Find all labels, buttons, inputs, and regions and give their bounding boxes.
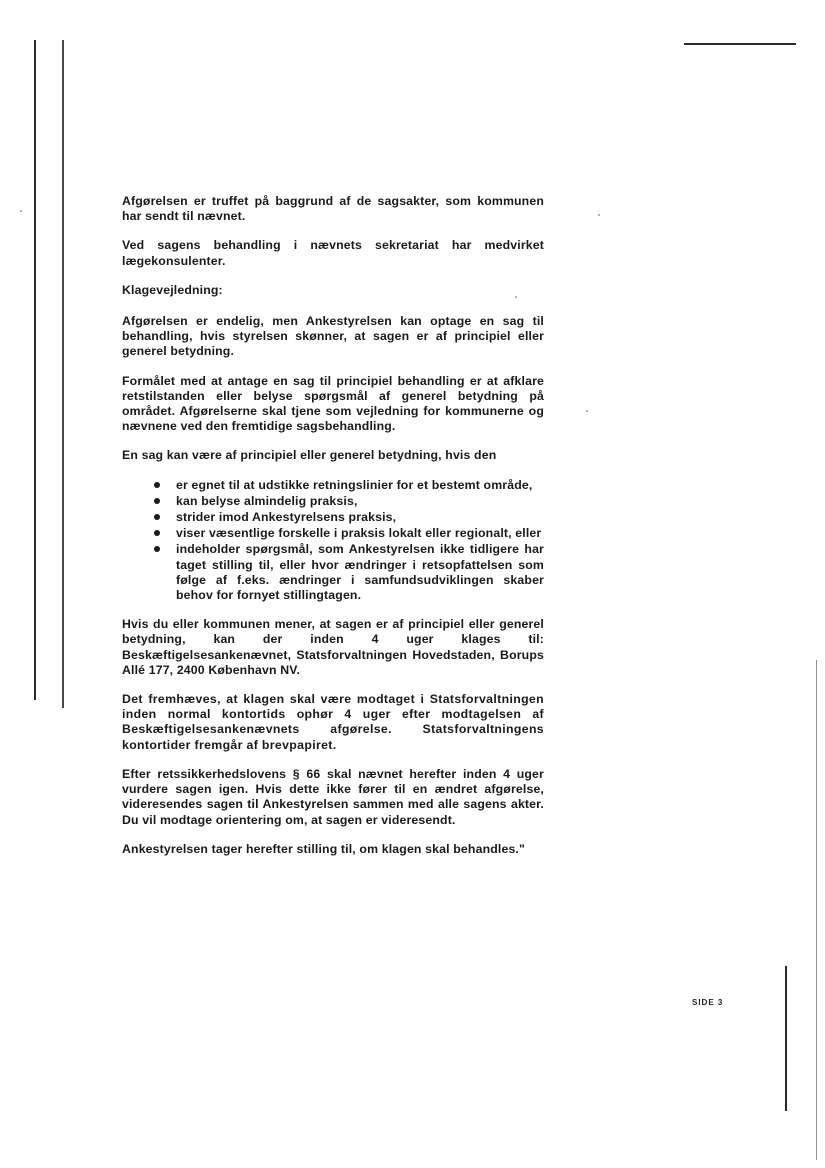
scan-speck <box>598 214 600 216</box>
criteria-list-item: viser væsentlige forskelle i praksis lokalt eller regionalt, eller <box>154 526 544 541</box>
scan-speck <box>586 410 588 412</box>
paragraph-medical-consultants: Ved sagens behandling i nævnets sekretariat har medvirket lægekonsulenter. <box>122 238 544 268</box>
scan-edge-line-far-right <box>816 660 817 1160</box>
paragraph-decision-basis: Afgørelsen er truffet på baggrund af de sagsakter, som kommunen har sendt til nævnet. <box>122 194 544 224</box>
scan-edge-line-right <box>785 966 787 1111</box>
bullet-icon <box>154 546 160 552</box>
criteria-list <box>122 478 544 604</box>
letter-body <box>122 194 544 871</box>
paragraph-final-decision: Afgørelsen er endelig, men Ankestyrelsen kan optage en sag til behandling, hvis styrelsen skønner, at sagen er af principiel eller generel betydning. <box>122 314 544 359</box>
criteria-list-item: strider imod Ankestyrelsens praksis, <box>154 510 544 525</box>
criteria-list-item: er egnet til at udstikke retningslinier for et bestemt område, <box>154 478 544 493</box>
bullet-icon <box>154 514 160 520</box>
bullet-icon <box>154 482 160 488</box>
criteria-list-item: indeholder spørgsmål, som Ankestyrelsen ikke tidligere har taget stilling til, eller hvor ændringer i retsopfattelsen som følge af f.eks. ændringer i samfundsudviklingen skaber behov for fornyet stillingtagen. <box>154 542 544 603</box>
heading-complaint-guidance: Klagevejledning: <box>122 282 223 297</box>
paragraph-closing: Ankestyrelsen tager herefter stilling til, om klagen skal behandles." <box>122 841 525 856</box>
criteria-list-item: kan belyse almindelig praksis, <box>154 494 544 509</box>
paragraph-reassessment: Efter retssikkerhedslovens § 66 skal nævnet herefter inden 4 uger vurdere sagen igen. Hvis dette ikke fører til en ændret afgørelse, videresendes sagen til Ankestyrelsen sammen med alle sagens akter. Du vil modtage orientering om, at sagen er videresendt. <box>122 766 544 827</box>
scan-edge-line-left <box>34 40 36 700</box>
scan-speck <box>20 210 22 212</box>
paragraph-deadline-emphasis: Det fremhæves, at klagen skal være modtaget i Statsforvaltningen inden normal kontortids ophør 4 uger efter modtagelsen af Beskæftigelsesankenævnets afgørelse. Statsforvaltningens kontortider fremgår af brevpapiret. <box>122 692 544 752</box>
page-number: SIDE 3 <box>692 998 724 1007</box>
scan-edge-line-top-right <box>684 43 796 45</box>
bullet-icon <box>154 530 160 536</box>
paragraph-complaint-address: Hvis du eller kommunen mener, at sagen er af principiel eller generel betydning, kan der inden 4 uger klages til: Beskæftigelsesankenævnet, Statsforvaltningen Hovedstaden, Borups Allé 177, 2400 København NV. <box>122 617 544 677</box>
paragraph-purpose: Formålet med at antage en sag til principiel behandling er at afklare retstilstanden eller belyse spørgsmål af generel betydning på området. Afgørelserne skal tjene som vejledning for kommunerne og nævnene ved den fremtidige sagsbehandling. <box>122 373 544 434</box>
bullet-icon <box>154 498 160 504</box>
paragraph-principal-criteria-intro: En sag kan være af principiel eller generel betydning, hvis den <box>122 448 497 463</box>
scan-edge-line-left-inner <box>62 40 64 708</box>
